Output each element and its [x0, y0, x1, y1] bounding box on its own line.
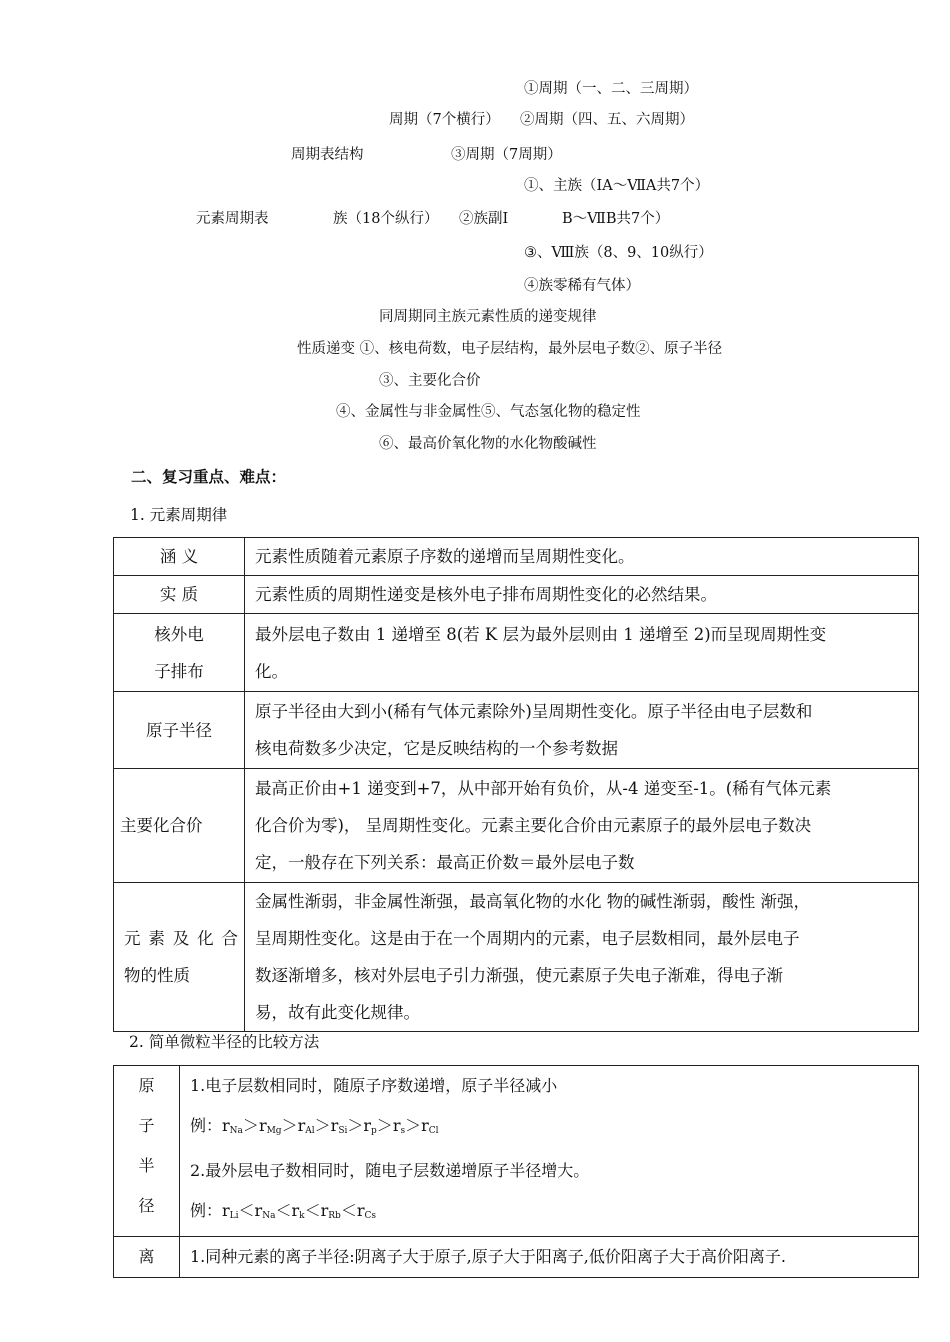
comparison-operator: ＜ [275, 1201, 292, 1220]
example-sequence [222, 1116, 439, 1135]
outline-trend-line-2: ③、主要化合价 [379, 373, 481, 389]
table-row [114, 1066, 919, 1237]
example-sequence [222, 1201, 376, 1220]
example-line-1: 例：$r_{Na}>r_{Mg}>r_{Al}>r_{Si}>r_p>r_s>r_{Cl}$ [190, 1116, 439, 1136]
outline-line-period-long: ②周期（四、五、六周期） [520, 112, 694, 128]
outline-line-period-short: ①周期（一、二、三周期） [524, 81, 698, 97]
outline-line-group-eight: ③、Ⅷ族（8、9、10纵行） [524, 245, 713, 261]
radius-symbol: $r_p$ [363, 1116, 377, 1136]
outline-group-label: 族（18个纵行） [333, 211, 439, 227]
comparison-operator: ＞ [281, 1116, 298, 1135]
subsection-periodic-law: 1. 元素周期律 [130, 506, 228, 524]
comparison-operator: ＞ [405, 1116, 422, 1135]
element-subscript: p [371, 1126, 377, 1136]
outline-trend-line-3: ④、金属性与非金属性⑤、气态氢化物的稳定性 [336, 404, 641, 420]
element-subscript: s [400, 1126, 406, 1136]
table-row [114, 883, 919, 1032]
row-label: 涵 义 [114, 538, 245, 576]
outline-line-group-zero: ④族零稀有气体） [524, 278, 640, 294]
row-content: 金属性渐弱，非金属性渐强，最高氧化物的水化 物的碱性渐弱，酸性 渐强， 呈周期性变化。这是由于在一个周期内的元素，电子层数相同，最外层电子 数逐渐增多，核对外层电子引力渐强，使元素原子失电子渐难，得电子渐 易，故有此变化规律。 [245, 883, 919, 1032]
outline-trend-line-4: ⑥、最高价氧化物的水化物酸碱性 [379, 436, 597, 452]
comparison-operator: ＞ [314, 1116, 331, 1135]
outline-periodic-table: 元素周期表 [196, 211, 269, 227]
example-line-2: 例：$r_{Li}<r_{Na}<r_k<r_{Rb}<r_{Cs}$ [190, 1201, 376, 1221]
radius-symbol: $r_{Cs}$ [356, 1201, 376, 1221]
radius-symbol: $r_s$ [392, 1116, 406, 1136]
radius-symbol: $r_{Na}$ [222, 1116, 243, 1136]
element-subscript: Na [229, 1126, 243, 1136]
radius-symbol: $r_{Mg}$ [258, 1116, 282, 1136]
radius-symbol: $r_{Cl}$ [421, 1116, 439, 1136]
row-label: 原子半径 [114, 692, 245, 769]
table-row [114, 692, 919, 769]
outline-trend-line-1: 性质递变 ①、核电荷数，电子层结构，最外层电子数②、原子半径 [297, 341, 723, 357]
atom-radius-content: 1.电子层数相同时，随原子序数递增，原子半径减小 例：$r_{Na}>r_{Mg}>r_{Al}>r_{Si}>r_p>r_s>r_{Cl}$ 2.最外层电子数相同时，随电子层数递增原子半径增大。 例：$r_{Li}<r_{Na}<r_k<r_{Rb}<r_{Cs}$ [180, 1066, 919, 1237]
outline-table-structure: 周期表结构 [291, 147, 364, 163]
element-subscript: Cs [364, 1211, 376, 1221]
ion-radius-content: 1.同种元素的离子半径:阴离子大于原子,原子大于阳离子,低价阳离子大于高价阳离子. [180, 1237, 919, 1278]
radius-comparison-table [113, 1065, 919, 1278]
outline-line-sub-group: ②族副Ⅰ [459, 211, 509, 227]
row-label: 实 质 [114, 576, 245, 614]
outline-line-main-group: ①、主族（ⅠA～ⅦA共7个） [524, 178, 710, 194]
ion-radius-label: 离 [114, 1237, 180, 1278]
outline-period-label: 周期（7个横行） [389, 112, 500, 128]
element-subscript: Al [305, 1126, 315, 1136]
element-subscript: Li [229, 1211, 239, 1221]
section-heading: 二、复习重点、难点： [131, 467, 287, 486]
table-row [114, 769, 919, 883]
radius-symbol: $r_{Na}$ [254, 1201, 276, 1221]
element-subscript: Mg [266, 1126, 282, 1136]
comparison-operator: ＜ [238, 1201, 255, 1220]
atom-radius-label: 原 子 半 径 [114, 1066, 180, 1237]
row-content: 原子半径由大到小(稀有气体元素除外)呈周期性变化。原子半径由电子层数和 核电荷数多少决定，它是反映结构的一个参考数据 [245, 692, 919, 769]
comparison-operator: ＞ [347, 1116, 364, 1135]
row-content: 最外层电子数由 1 递增至 8(若 K 层为最外层则由 1 递增至 2)而呈现周期性变 化。 [245, 614, 919, 692]
table-row [114, 576, 919, 614]
outline-trend-title: 同周期同主族元素性质的递变规律 [379, 309, 597, 325]
radius-symbol: $r_{Rb}$ [320, 1201, 341, 1221]
element-subscript: Cl [428, 1126, 439, 1136]
element-subscript: Rb [328, 1211, 341, 1221]
radius-symbol: $r_{Si}$ [330, 1116, 348, 1136]
row-content: 元素性质随着元素原子序数的递增而呈周期性变化。 [245, 538, 919, 576]
periodic-law-table [113, 537, 919, 1032]
radius-symbol: $r_{Li}$ [222, 1201, 239, 1221]
row-content: 最高正价由+1 递变到+7，从中部开始有负价，从-4 递变至-1。(稀有气体元素 化合价为零)， 呈周期性变化。元素主要化合价由元素原子的最外层电子数决 定，一般存在下列关系：最高正价数＝最外层电子数 [245, 769, 919, 883]
comparison-operator: ＞ [376, 1116, 393, 1135]
radius-symbol: $r_k$ [291, 1201, 305, 1221]
table-row [114, 614, 919, 692]
row-label: 元素及化合 物的性质 [114, 883, 245, 1032]
element-subscript: Na [262, 1211, 276, 1221]
comparison-operator: ＜ [304, 1201, 321, 1220]
radius-symbol: $r_{Al}$ [297, 1116, 315, 1136]
comparison-operator: ＜ [340, 1201, 357, 1220]
outline-line-period-incomplete: ③周期（7周期） [451, 147, 562, 163]
subsection-radius-comparison: 2. 简单微粒半径的比较方法 [129, 1033, 320, 1051]
element-subscript: k [299, 1211, 305, 1221]
row-content: 元素性质的周期性递变是核外电子排布周期性变化的必然结果。 [245, 576, 919, 614]
row-label: 主要化合价 [114, 769, 245, 883]
row-label: 核外电 子排布 [114, 614, 245, 692]
table-row [114, 1237, 919, 1278]
comparison-operator: ＞ [242, 1116, 259, 1135]
element-subscript: Si [338, 1126, 348, 1136]
outline-line-sub-group-range: B～ⅦB共7个） [562, 211, 670, 227]
table-row [114, 538, 919, 576]
